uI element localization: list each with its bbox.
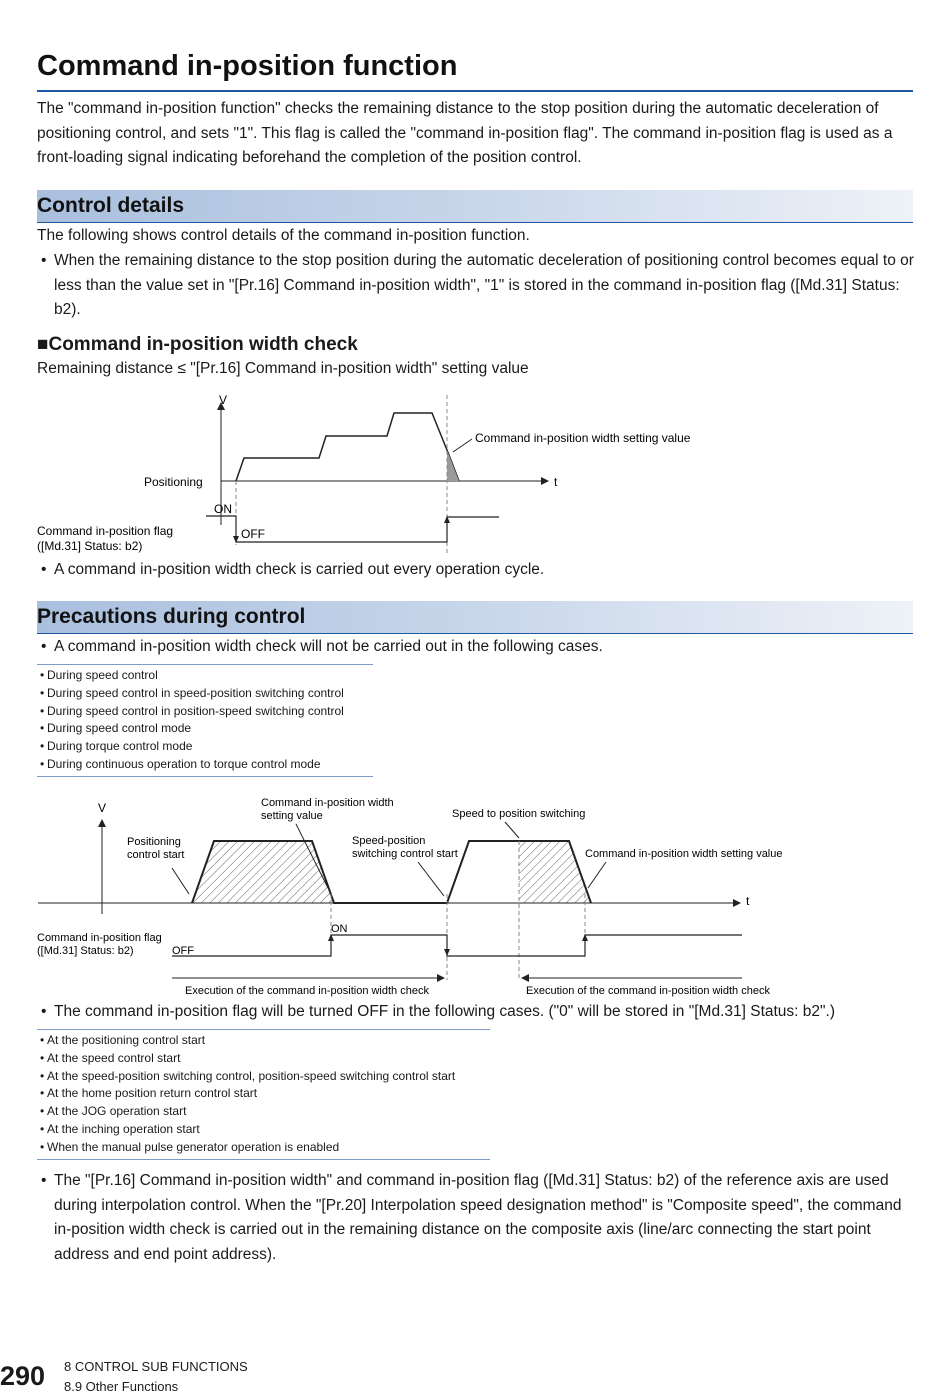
leader-line bbox=[453, 439, 472, 452]
pos-start-label-1: Positioning bbox=[127, 836, 181, 848]
speed-to-pos-label: Speed to position switching bbox=[452, 808, 586, 820]
footer-chapter: 8 CONTROL SUB FUNCTIONS bbox=[64, 1359, 248, 1374]
bullet-dot: • bbox=[41, 1003, 47, 1020]
list-item: • At the inching operation start bbox=[37, 1121, 490, 1139]
bullet-text: A command in-position width check will not be carried out in the following cases. bbox=[54, 638, 603, 655]
section-control-details bbox=[37, 190, 913, 223]
t-axis-label: t bbox=[554, 475, 558, 489]
list-item: • During continuous operation to torque control mode bbox=[37, 756, 373, 774]
v-axis-label: V bbox=[219, 393, 228, 407]
page-number: 290 bbox=[0, 1361, 46, 1391]
in-position-width-area bbox=[447, 451, 459, 481]
off-label: OFF bbox=[172, 945, 194, 957]
flag-label-line2: ([Md.31] Status: b2) bbox=[37, 945, 134, 957]
list-item: • At the positioning control start bbox=[37, 1032, 490, 1050]
bullet-item bbox=[37, 558, 917, 583]
section-heading: Precautions during control bbox=[37, 605, 306, 628]
flag-off-cases-list bbox=[37, 1029, 490, 1160]
flag-signal bbox=[172, 935, 742, 956]
bullet-item bbox=[37, 249, 917, 323]
flag-label-line1: Command in-position flag bbox=[37, 932, 162, 944]
exec-check-right: Execution of the command in-position width check bbox=[526, 985, 770, 997]
width-right-label: Command in-position width setting value bbox=[585, 848, 783, 860]
list-item: • At the speed-position switching control, position-speed switching control start bbox=[37, 1068, 490, 1086]
off-label: OFF bbox=[241, 527, 265, 541]
width-setting-label: Command in-position width setting value bbox=[475, 431, 691, 445]
exec-check-left: Execution of the command in-position width check bbox=[185, 985, 429, 997]
v-axis-label: V bbox=[98, 801, 107, 815]
list-item: • When the manual pulse generator operation is enabled bbox=[37, 1139, 490, 1157]
bullet-dot: • bbox=[41, 638, 47, 655]
on-label: ON bbox=[214, 502, 232, 516]
section-heading: Control details bbox=[37, 194, 185, 217]
list-item: • During speed control mode bbox=[37, 720, 373, 738]
section-precautions bbox=[37, 601, 913, 634]
list-item: • During speed control in position-speed switching control bbox=[37, 703, 373, 721]
bullet-text: When the remaining distance to the stop position during the automatic deceleration of positioning control becomes equal to or less than the value set in "[Pr.16] Command in-position width", "1" is stored in the command in-position flag ([Md.31] Status: b2). bbox=[54, 252, 914, 318]
width-label-1: Command in-position width bbox=[261, 797, 394, 809]
list-item: • During torque control mode bbox=[37, 738, 373, 756]
bullet-text: The "[Pr.16] Command in-position width" and command in-position flag ([Md.31] Status: b2) of the reference axis are used during interpolation control. When the "[Pr.20] Interpolation speed designation method" is "Composite speed", the command in-position width check is carried out in the remaining distance on the composite axis (line/arc connecting the start point address and end point address). bbox=[54, 1172, 902, 1263]
bullet-text: The command in-position flag will be turned OFF in the following cases. ("0" will be stored in "[Md.31] Status: b2".) bbox=[54, 1003, 836, 1020]
sp-switch-label-2: switching control start bbox=[352, 848, 458, 860]
sp-switch-label-1: Speed-position bbox=[352, 835, 426, 847]
pos-start-label-2: control start bbox=[127, 849, 185, 861]
bullet-item bbox=[37, 1169, 917, 1269]
footer-section: 8.9 Other Functions bbox=[64, 1379, 179, 1394]
bullet-dot: • bbox=[41, 561, 47, 578]
width-check-condition: Remaining distance ≤ "[Pr.16] Command in-position width" setting value bbox=[37, 360, 529, 377]
positioning-label: Positioning bbox=[144, 475, 203, 489]
on-label: ON bbox=[331, 923, 348, 935]
bullet-dot: • bbox=[41, 252, 47, 269]
hatched-region-1 bbox=[192, 841, 334, 903]
in-position-timing-diagram bbox=[0, 385, 950, 560]
page-title: Command in-position function bbox=[37, 50, 458, 82]
speed-profile bbox=[236, 413, 459, 481]
intro-paragraph: The "command in-position function" checks the remaining distance to the stop position during the automatic deceleration of positioning control, and sets "1". This flag is called the "command in-position flag". The command in-position flag is used as a front-loading signal indicating beforehand the completion of the position control. bbox=[37, 100, 893, 166]
t-axis-label: t bbox=[746, 894, 750, 908]
bullet-item bbox=[37, 635, 917, 660]
subheading-width-check: ■Command in-position width check bbox=[37, 334, 358, 355]
list-item: • At the speed control start bbox=[37, 1050, 490, 1068]
no-check-cases-list bbox=[37, 664, 373, 777]
width-label-2: setting value bbox=[261, 810, 323, 822]
list-item: • During speed control in speed-position switching control bbox=[37, 685, 373, 703]
flag-label-line2: ([Md.31] Status: b2) bbox=[37, 539, 143, 553]
control-details-lead: The following shows control details of the command in-position function. bbox=[37, 227, 530, 244]
list-item: • At the home position return control start bbox=[37, 1085, 490, 1103]
bullet-text: A command in-position width check is carried out every operation cycle. bbox=[54, 561, 545, 578]
bullet-item bbox=[37, 1000, 917, 1025]
bullet-dot: • bbox=[41, 1172, 47, 1189]
list-item: • During speed control bbox=[37, 667, 373, 685]
flag-label-line1: Command in-position flag bbox=[37, 524, 174, 538]
title-underline bbox=[37, 90, 913, 92]
switching-control-timing-diagram bbox=[0, 790, 950, 1000]
list-item: • At the JOG operation start bbox=[37, 1103, 490, 1121]
